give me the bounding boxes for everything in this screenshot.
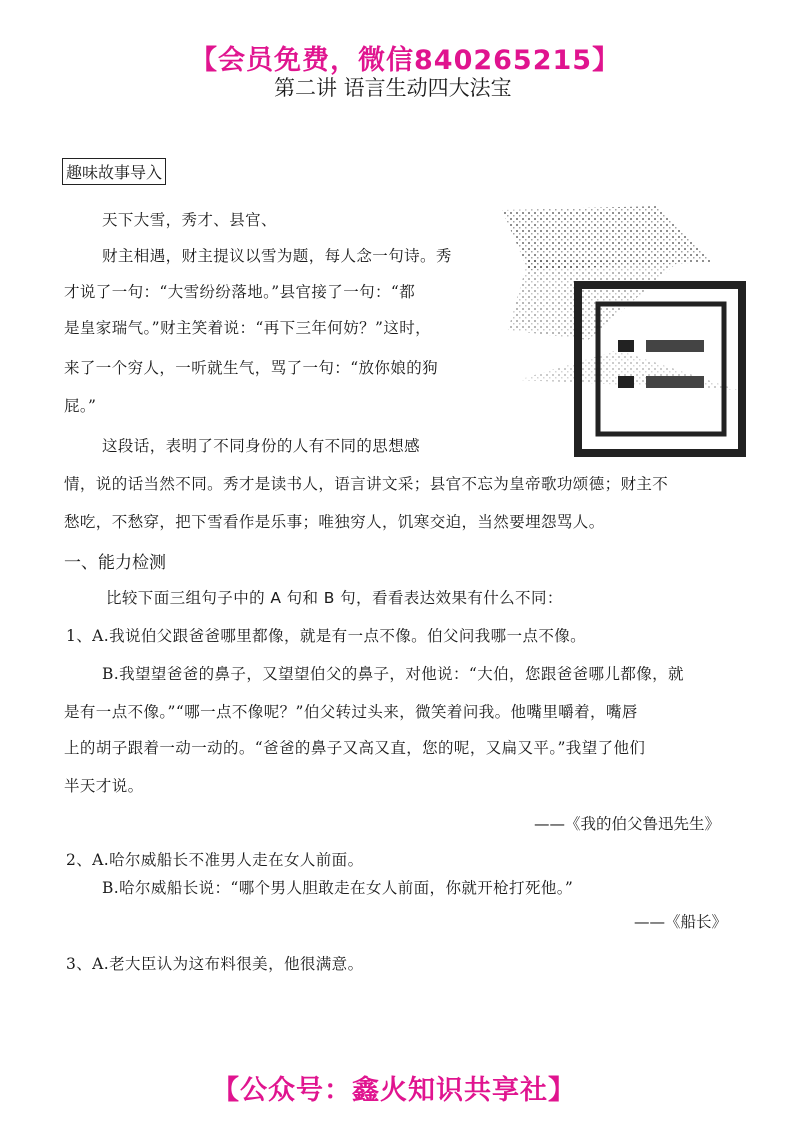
story-line: 才说了一句：“大雪纷纷落地。”县官接了一句：“都 — [64, 283, 416, 301]
scan-illustration — [498, 200, 748, 462]
q2-source: ——《船长》 — [634, 913, 728, 931]
watermark-bottom: 【公众号：鑫火知识共享社】 — [212, 1075, 576, 1106]
watermark-top: 【会员免费，微信840265215】 — [190, 45, 621, 76]
q1-b-line: 半天才说。 — [64, 777, 144, 795]
story-line: 屁。” — [64, 397, 97, 415]
q1-a: 1、A.我说伯父跟爸爸哪里都像，就是有一点不像。伯父问我哪一点不像。 — [66, 627, 587, 645]
q2-a: 2、A.哈尔威船长不准男人走在女人前面。 — [66, 851, 364, 869]
story-line: 财主相遇，财主提议以雪为题，每人念一句诗。秀 — [102, 247, 452, 265]
story-heading: 趣味故事导入 — [62, 158, 166, 185]
analysis-line: 这段话，表明了不同身份的人有不同的思想感 — [102, 437, 421, 455]
section-title: 一、能力检测 — [64, 553, 166, 573]
lecture-title: 第二讲 语言生动四大法宝 — [274, 76, 512, 100]
q1-source: ——《我的伯父鲁迅先生》 — [534, 815, 721, 833]
story-line: 来了一个穷人，一听就生气，骂了一句：“放你娘的狗 — [64, 359, 439, 377]
story-line: 天下大雪，秀才、县官、 — [102, 211, 277, 229]
q1-b-line: B.我望望爸爸的鼻子，又望望伯父的鼻子，对他说：“大伯，您跟爸爸哪儿都像，就 — [102, 665, 684, 683]
q1-b-line: 上的胡子跟着一动一动的。“爸爸的鼻子又高又直，您的呢，又扁又平。”我望了他们 — [64, 739, 646, 757]
instruction: 比较下面三组句子中的 A 句和 B 句，看看表达效果有什么不同： — [106, 589, 563, 607]
q1-b-line: 是有一点不像。”“哪一点不像呢？”伯父转过头来，微笑着问我。他嘴里嚼着，嘴唇 — [64, 703, 638, 721]
story-line: 是皇家瑞气。”财主笑着说：“再下三年何妨？”这时， — [64, 319, 432, 337]
q3-a: 3、A.老大臣认为这布料很美，他很满意。 — [66, 955, 364, 973]
analysis-line: 情，说的话当然不同。秀才是读书人，语言讲文采；县官不忘为皇帝歌功颂德；财主不 — [64, 475, 669, 493]
analysis-line: 愁吃，不愁穿，把下雪看作是乐事；唯独穷人，饥寒交迫，当然要埋怨骂人。 — [64, 513, 605, 531]
q2-b: B.哈尔威船长说：“哪个男人胆敢走在女人前面，你就开枪打死他。” — [102, 879, 574, 897]
